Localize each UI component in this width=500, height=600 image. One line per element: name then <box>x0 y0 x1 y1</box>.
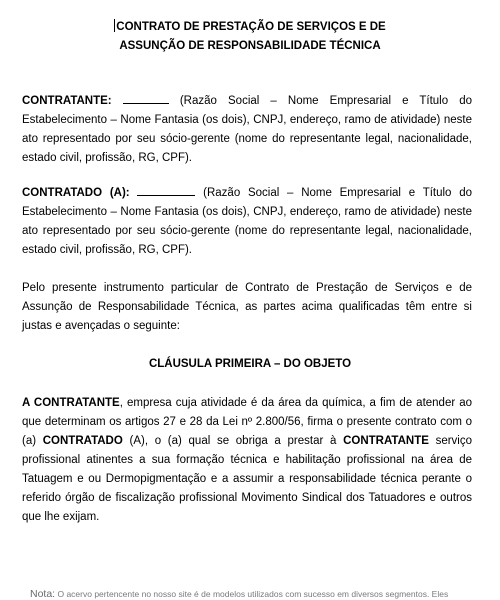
note-text: O acervo pertencente no nosso site é de modelos utilizados com sucesso em diversos segmentos. Eles <box>57 589 449 599</box>
clause-1-paragraph <box>22 394 472 527</box>
note-label: Nota: <box>30 588 56 600</box>
clause-1-text-2: (A), o (a) qual se obriga a prestar à <box>122 435 344 447</box>
clause-1-bold-3: CONTRATANTE <box>343 435 429 447</box>
contratado-paragraph <box>22 184 472 260</box>
clause-1-text-1: , empresa cuja atividade é da área da química, a fim de atender ao que determinam os artigos 27 e 28 da Lei nº 2.800/56, firma o presente contrato com o (a) <box>22 397 473 447</box>
footer-note <box>30 588 500 600</box>
clause-1-bold-2: CONTRATADO <box>42 435 123 447</box>
contratante-text: (Razão Social – Nome Empresarial e Título do Estabelecimento – Nome Fantasia (os dois), CNPJ, endereço, ramo de atividade) neste ato representado por seu sócio-gerente (nome do representante legal, nacionalidade, estado civil, profissão, RG, CPF). <box>22 95 472 164</box>
contratado-label: CONTRATADO (A): <box>22 187 130 199</box>
preamble-paragraph: Pelo presente instrumento particular de Contrato de Prestação de Serviços e de Assunção de Responsabilidade Técnica, as partes acima qualificadas têm entre si justas e avençadas o seguinte: <box>22 282 472 332</box>
contratante-paragraph <box>22 92 472 168</box>
title-line-2: ASSUNÇÃO DE RESPONSABILIDADE TÉCNICA <box>119 40 381 52</box>
contratante-label: CONTRATANTE: <box>22 95 112 107</box>
contratante-blank-line <box>123 93 169 104</box>
contratado-text: (Razão Social – Nome Empresarial e Título do Estabelecimento – Nome Fantasia (os dois), CNPJ, endereço, ramo de atividade) neste ato representado por seu sócio-gerente (nome do representante legal, nacionalidade, estado civil, profissão, RG, CPF). <box>22 187 472 256</box>
clause-1-bold-1: A CONTRATANTE <box>22 397 120 409</box>
clause-1-text-3: serviço profissional atinentes a sua formação técnica e habilitação profissional na área de Tatuagem e ou Dermopigmentação e a assumir a responsabilidade técnica perante o referido órgão de fiscalização profissional Movimento Sindical dos Tatuadores e outros que lhe exijam. <box>22 435 473 523</box>
clause-1-heading: CLÁUSULA PRIMEIRA – DO OBJETO <box>148 358 352 370</box>
contratado-blank-line <box>137 185 195 196</box>
title-line-1: CONTRATO DE PRESTAÇÃO DE SERVIÇOS E DE <box>116 21 386 33</box>
document-title <box>20 18 480 56</box>
